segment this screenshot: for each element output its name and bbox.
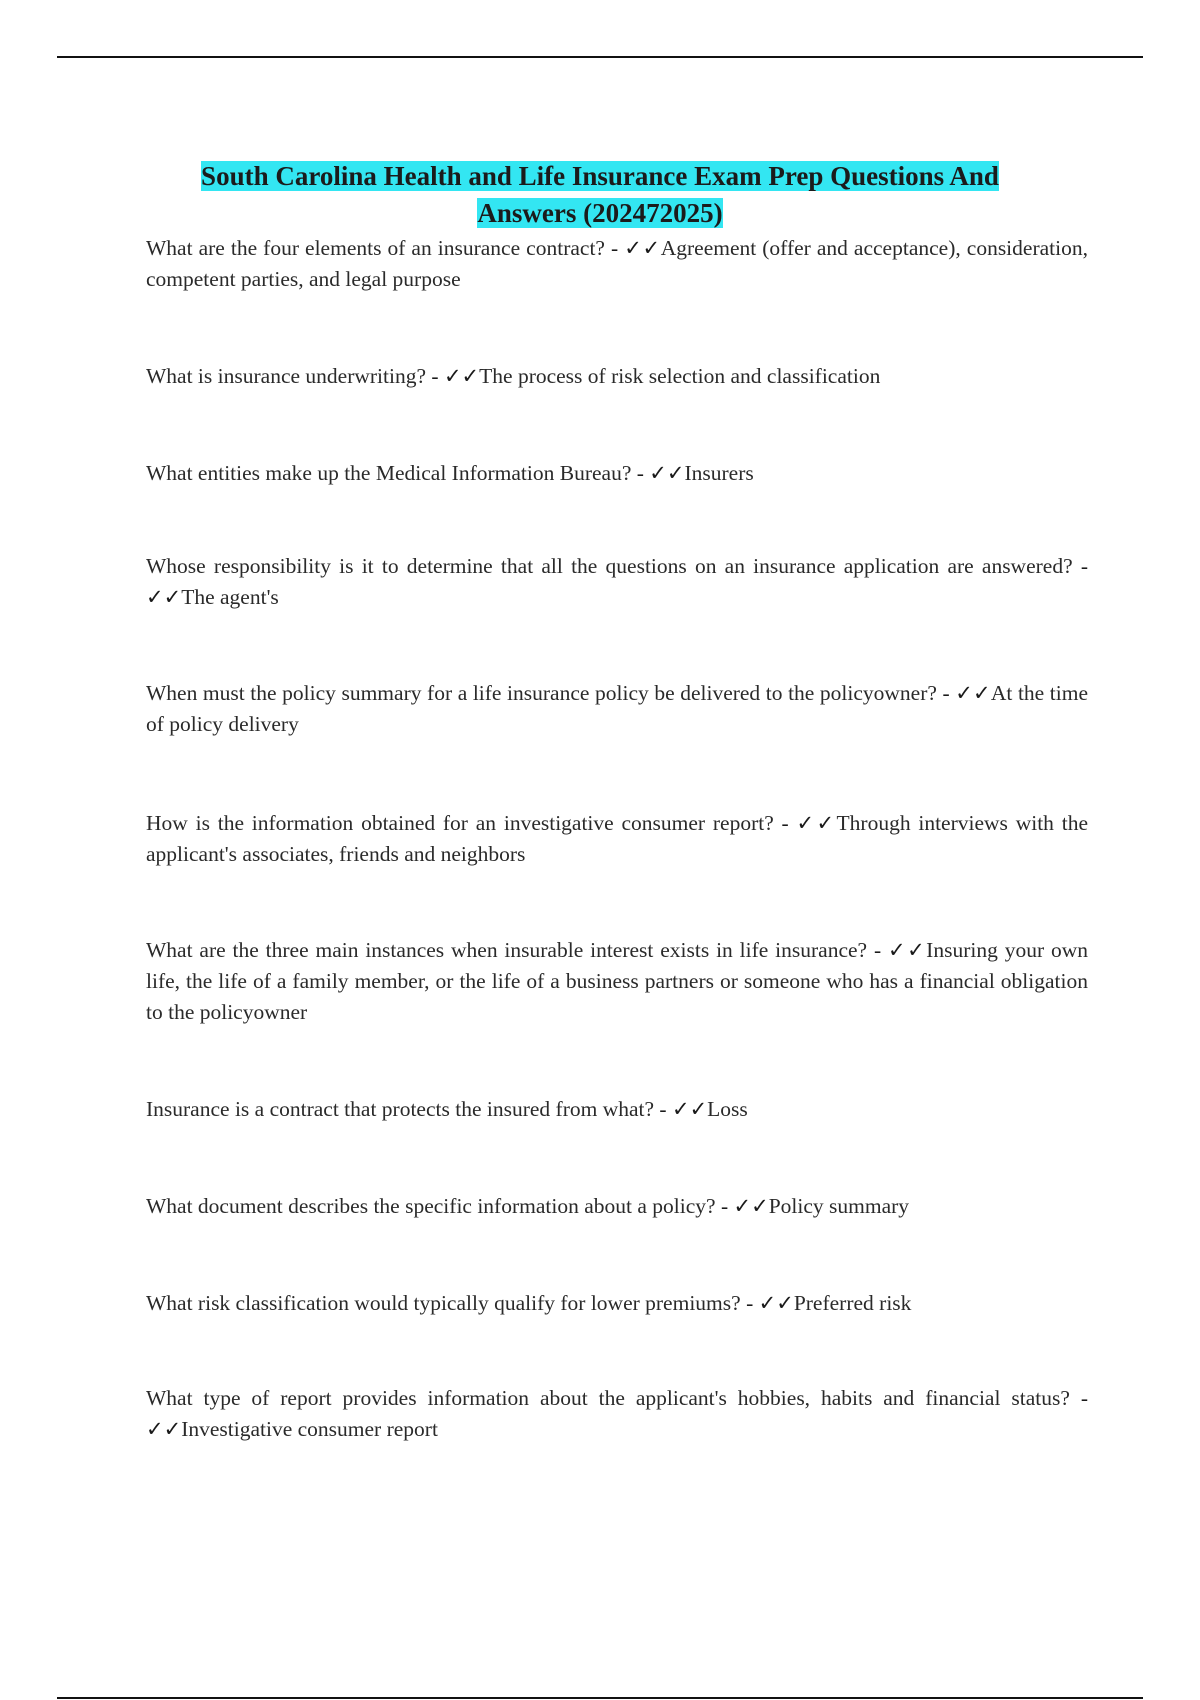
question-text: What is insurance underwriting?: [146, 364, 427, 388]
top-rule: [57, 56, 1143, 58]
qa-item-1: [146, 233, 1088, 295]
question-text: What are the three main instances when insurable interest exists in life insurance?: [146, 938, 868, 962]
qa-item-6: [146, 808, 1088, 870]
question-text: Whose responsibility is it to determine that all the questions on an insurance application are answered?: [146, 554, 1073, 578]
answer-text: The process of risk selection and classification: [479, 364, 881, 388]
qa-item-10: [146, 1288, 1088, 1319]
answer-text: Loss: [707, 1097, 748, 1121]
question-text: What entities make up the Medical Information Bureau?: [146, 461, 632, 485]
question-text: How is the information obtained for an investigative consumer report?: [146, 811, 774, 835]
double-check-icon: ✓✓: [671, 1097, 708, 1121]
separator: -: [867, 938, 888, 962]
answer-text: The agent's: [181, 585, 279, 609]
page-title: [0, 158, 1200, 232]
answer-text: Policy summary: [768, 1194, 910, 1218]
question-text: Insurance is a contract that protects the insured from what?: [146, 1097, 655, 1121]
double-check-icon: ✓✓: [443, 364, 480, 388]
answer-text: Preferred risk: [793, 1291, 912, 1315]
answer-text: Insurers: [684, 461, 754, 485]
separator: -: [631, 461, 650, 485]
separator: -: [1069, 1386, 1088, 1410]
qa-item-8: [146, 1094, 1088, 1125]
separator: -: [654, 1097, 672, 1121]
answer-text: At the time of policy delivery: [146, 681, 1088, 736]
question-text: What risk classification would typically qualify for lower premiums?: [146, 1291, 741, 1315]
question-text: When must the policy summary for a life insurance policy be delivered to the policyowner?: [146, 681, 937, 705]
separator: -: [604, 236, 625, 260]
separator: -: [715, 1194, 734, 1218]
separator: -: [740, 1291, 759, 1315]
answer-text: Through interviews with the applicant's associates, friends and neighbors: [146, 811, 1088, 866]
qa-item-7: [146, 935, 1088, 1028]
double-check-icon: ✓✓: [146, 585, 182, 609]
title-line-2: Answers (202472025): [477, 198, 723, 229]
separator: -: [773, 811, 797, 835]
double-check-icon: ✓✓: [146, 1417, 182, 1441]
answer-text: Insuring your own life, the life of a family member, or the life of a business partners or someone who has a financial obligation to the policyowner: [146, 938, 1088, 1024]
question-text: What document describes the specific information about a policy?: [146, 1194, 716, 1218]
double-check-icon: ✓✓: [624, 236, 661, 260]
double-check-icon: ✓✓: [955, 681, 991, 705]
qa-item-4: [146, 551, 1088, 613]
qa-item-3: [146, 458, 1088, 489]
question-text: What are the four elements of an insurance contract?: [146, 236, 605, 260]
title-line-1: South Carolina Health and Life Insurance Exam Prep Questions And: [201, 161, 999, 192]
separator: -: [1072, 554, 1088, 578]
qa-item-2: [146, 361, 1088, 392]
double-check-icon: ✓✓: [649, 461, 685, 485]
question-text: What type of report provides information about the applicant's hobbies, habits and financial status?: [146, 1386, 1070, 1410]
qa-item-5: [146, 678, 1088, 740]
double-check-icon: ✓✓: [733, 1194, 769, 1218]
qa-item-9: [146, 1191, 1088, 1222]
answer-text: Investigative consumer report: [181, 1417, 438, 1441]
double-check-icon: ✓✓: [888, 938, 927, 962]
separator: -: [426, 364, 444, 388]
answer-text: Agreement (offer and acceptance), consideration, competent parties, and legal purpose: [146, 236, 1088, 291]
qa-item-11: [146, 1383, 1088, 1445]
bottom-rule: [57, 1697, 1143, 1699]
double-check-icon: ✓✓: [796, 811, 837, 835]
double-check-icon: ✓✓: [758, 1291, 794, 1315]
separator: -: [936, 681, 956, 705]
